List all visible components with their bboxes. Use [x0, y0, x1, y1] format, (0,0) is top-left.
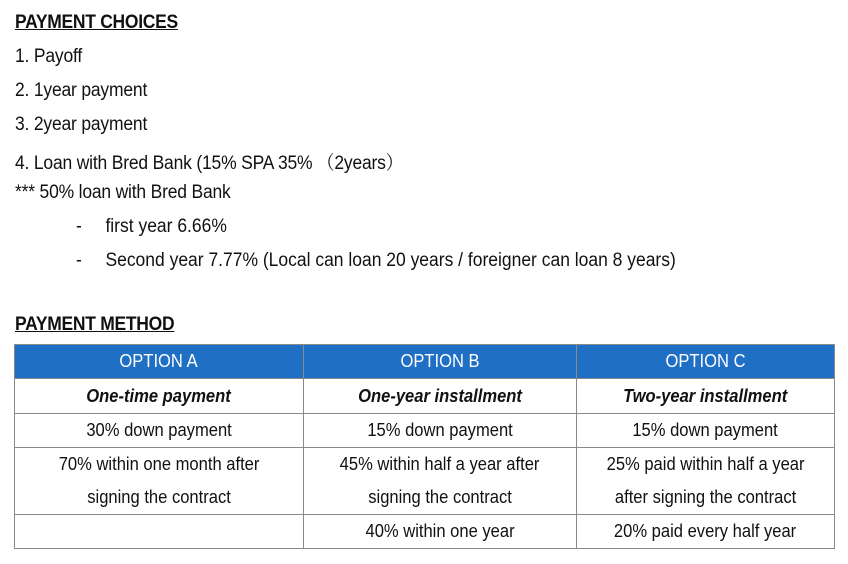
- table-row-second-payment: [15, 448, 835, 515]
- option-b-header: [304, 345, 577, 379]
- option-a-third-payment: [15, 515, 304, 549]
- option-a-label: OPTION A: [119, 351, 199, 371]
- option-b-plan-text: One-year installment: [358, 385, 522, 406]
- option-b-third-text: 40% within one year: [365, 521, 515, 541]
- option-b-third-payment: [304, 515, 577, 549]
- choice-item-payoff: 1. Payoff: [15, 46, 83, 67]
- option-a-second-line1: 70% within one month after: [58, 454, 260, 474]
- option-b-label: OPTION B: [400, 351, 480, 371]
- option-b-second-payment: [304, 448, 577, 515]
- option-a-second-payment: [15, 448, 304, 515]
- option-b-second-line1: 45% within half a year after: [340, 454, 540, 474]
- option-c-third-payment: [577, 515, 835, 549]
- option-c-down-text: 15% down payment: [632, 420, 779, 440]
- option-a-down: [15, 414, 304, 448]
- payment-choices-heading: PAYMENT CHOICES: [15, 12, 178, 33]
- option-c-plan-text: Two-year installment: [623, 385, 788, 406]
- option-c-second-line2: after signing the contract: [614, 487, 797, 507]
- loan-sub-item-second-year: [76, 250, 676, 272]
- bullet-dash: -: [76, 216, 82, 237]
- table-row-plan: [15, 379, 835, 414]
- table-header-row: [15, 345, 835, 379]
- loan-sub-item-first-year: [76, 216, 227, 238]
- option-a-header: [15, 345, 304, 379]
- option-a-plan-text: One-time payment: [86, 385, 232, 406]
- option-a-down-text: 30% down payment: [86, 420, 232, 440]
- table-row-third-payment: [15, 515, 835, 549]
- option-c-third-text: 20% paid every half year: [614, 521, 797, 541]
- option-b-down-text: 15% down payment: [367, 420, 513, 440]
- option-c-label: OPTION C: [665, 351, 746, 371]
- option-b-down: [304, 414, 577, 448]
- option-a-second-line2: signing the contract: [87, 487, 231, 507]
- choice-item-1year: 2. 1year payment: [15, 80, 148, 101]
- payment-method-heading: PAYMENT METHOD: [15, 314, 175, 335]
- option-a-plan: [15, 379, 304, 414]
- choice-item-loan: 4. Loan with Bred Bank (15% SPA 35% （2years）: [15, 153, 404, 174]
- loan-sub-item-second-year-text: Second year 7.77% (Local can loan 20 years / foreigner can loan 8 years): [105, 250, 676, 271]
- table-row-down-payment: [15, 414, 835, 448]
- option-b-second-line2: signing the contract: [368, 487, 512, 507]
- option-b-plan: [304, 379, 577, 414]
- option-c-down: [577, 414, 835, 448]
- choice-note-50-loan: *** 50% loan with Bred Bank: [15, 182, 231, 203]
- choice-item-2year: 3. 2year payment: [15, 114, 148, 135]
- option-c-header: [577, 345, 835, 379]
- payment-method-table: [14, 344, 835, 549]
- bullet-dash: -: [76, 250, 82, 271]
- option-c-plan: [577, 379, 835, 414]
- option-c-second-payment: [577, 448, 835, 515]
- loan-sub-item-first-year-text: first year 6.66%: [105, 216, 227, 237]
- option-c-second-line1: 25% paid within half a year: [606, 454, 805, 474]
